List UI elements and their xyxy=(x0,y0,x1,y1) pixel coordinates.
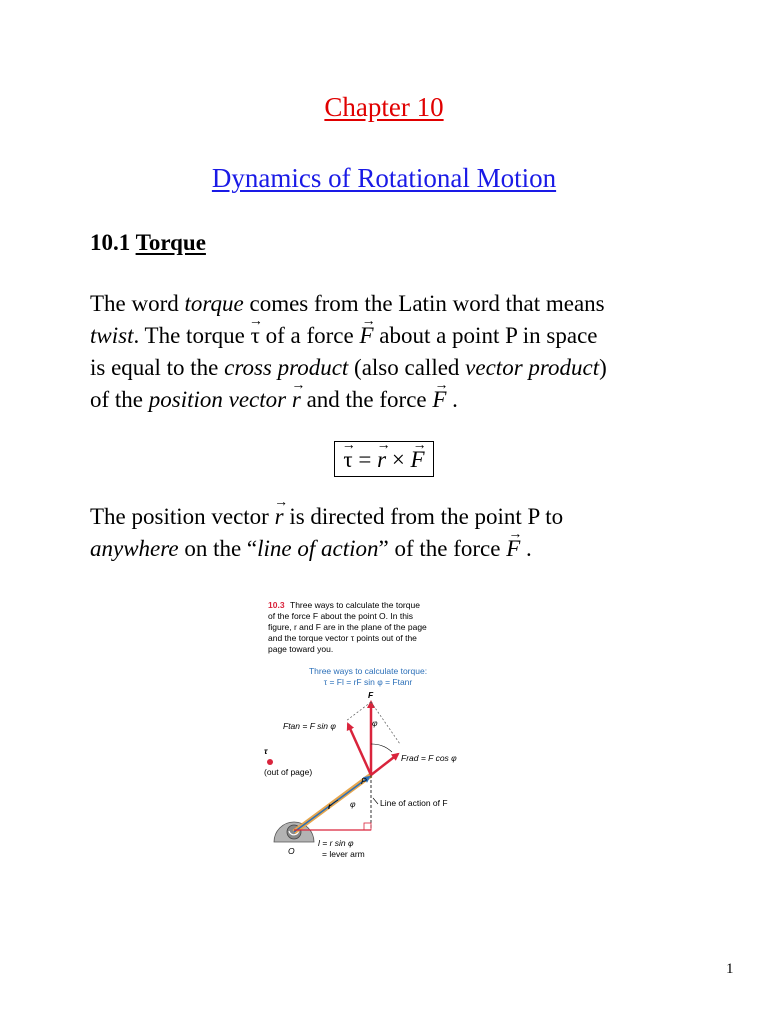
torque-diagram xyxy=(258,594,473,859)
label-O: O xyxy=(288,846,295,856)
right-angle-mark xyxy=(364,823,371,830)
eq-tau: → τ xyxy=(343,442,352,478)
tau-out-of-page-icon xyxy=(267,759,273,765)
symbol-F: → F xyxy=(506,533,520,565)
text: comes from the Latin word that means xyxy=(243,291,605,316)
text: of a force xyxy=(259,323,360,348)
chapter-title: Dynamics of Rotational Motion xyxy=(211,163,557,193)
symbol-r: → r xyxy=(292,384,301,416)
component-guide xyxy=(346,702,371,721)
label-Frad: Frad = F cos φ xyxy=(401,753,457,763)
text: about a point P in space xyxy=(373,323,598,348)
term-twist: twist xyxy=(90,323,134,348)
text: The word xyxy=(90,291,185,316)
term-cross-product: cross product xyxy=(224,355,349,380)
figure-caption-line: of the force F about the point O. In this xyxy=(268,611,414,621)
label-F: F xyxy=(368,690,374,700)
angle-arc xyxy=(371,744,392,752)
term-torque: torque xyxy=(184,291,244,316)
term-line-of-action: line of action xyxy=(257,536,379,561)
figure-caption-line: figure, r and F are in the plane of the page xyxy=(268,622,427,632)
leader-line xyxy=(373,798,378,804)
section-title: Torque xyxy=(135,230,206,255)
paragraph-position-vector xyxy=(90,501,563,565)
symbol-F: → F xyxy=(432,384,446,416)
label-phi: φ xyxy=(372,718,378,728)
figure-formula: τ = Fl = rF sin φ = Ftanr xyxy=(323,677,413,687)
term-anywhere: anywhere xyxy=(90,536,179,561)
term-position-vector: position vector xyxy=(148,387,287,412)
figure-caption-line: page toward you. xyxy=(268,644,334,654)
eq-r: → r xyxy=(377,442,386,478)
section-heading xyxy=(90,230,206,256)
force-Ftan-arrow xyxy=(348,724,371,775)
label-lever-arm-2: = lever arm xyxy=(322,849,365,859)
label-r: r xyxy=(328,801,332,811)
figure-header: Three ways to calculate torque: xyxy=(308,666,428,676)
text: ” of the force xyxy=(378,536,507,561)
label-Ftan: Ftan = F sin φ xyxy=(283,721,336,731)
text: on the “ xyxy=(178,536,258,561)
label-lever-arm: l = r sin φ xyxy=(318,838,354,848)
symbol-tau: → τ xyxy=(251,320,260,352)
page-number: 1 xyxy=(726,961,734,977)
text: The position vector xyxy=(90,504,275,529)
label-P: P xyxy=(361,776,367,786)
eq-equals: = xyxy=(352,447,378,472)
text: is equal to the xyxy=(90,355,225,380)
term-vector-product: vector product xyxy=(465,355,600,380)
figure-number: 10.3 xyxy=(268,600,285,610)
text: . The torque xyxy=(133,323,251,348)
text: ) xyxy=(599,355,607,380)
figure-caption-line: and the torque vector τ points out of the xyxy=(268,633,417,643)
label-tau: τ xyxy=(264,746,268,756)
eq-F: → F xyxy=(411,442,425,478)
label-line-of-action: Line of action of F xyxy=(380,798,448,808)
figure-caption-line: Three ways to calculate the torque xyxy=(290,600,420,610)
eq-times: × xyxy=(386,447,411,472)
section-number: 10.1 xyxy=(90,230,131,255)
text: (also called xyxy=(348,355,466,380)
symbol-F: → F xyxy=(359,320,373,352)
symbol-r: → r xyxy=(275,501,284,533)
text: and the force xyxy=(300,387,433,412)
text: of the xyxy=(90,387,149,412)
torque-figure xyxy=(258,594,473,859)
label-out-of-page: (out of page) xyxy=(264,767,313,777)
label-phi-lower: φ xyxy=(350,799,356,809)
force-Frad-arrow xyxy=(371,754,398,775)
text: is directed from the point P to xyxy=(283,504,564,529)
paragraph-torque-definition xyxy=(90,288,607,416)
text: . xyxy=(520,536,532,561)
text: . xyxy=(446,387,458,412)
torque-equation-box xyxy=(334,441,434,477)
chapter-heading: Chapter 10 xyxy=(324,92,444,122)
